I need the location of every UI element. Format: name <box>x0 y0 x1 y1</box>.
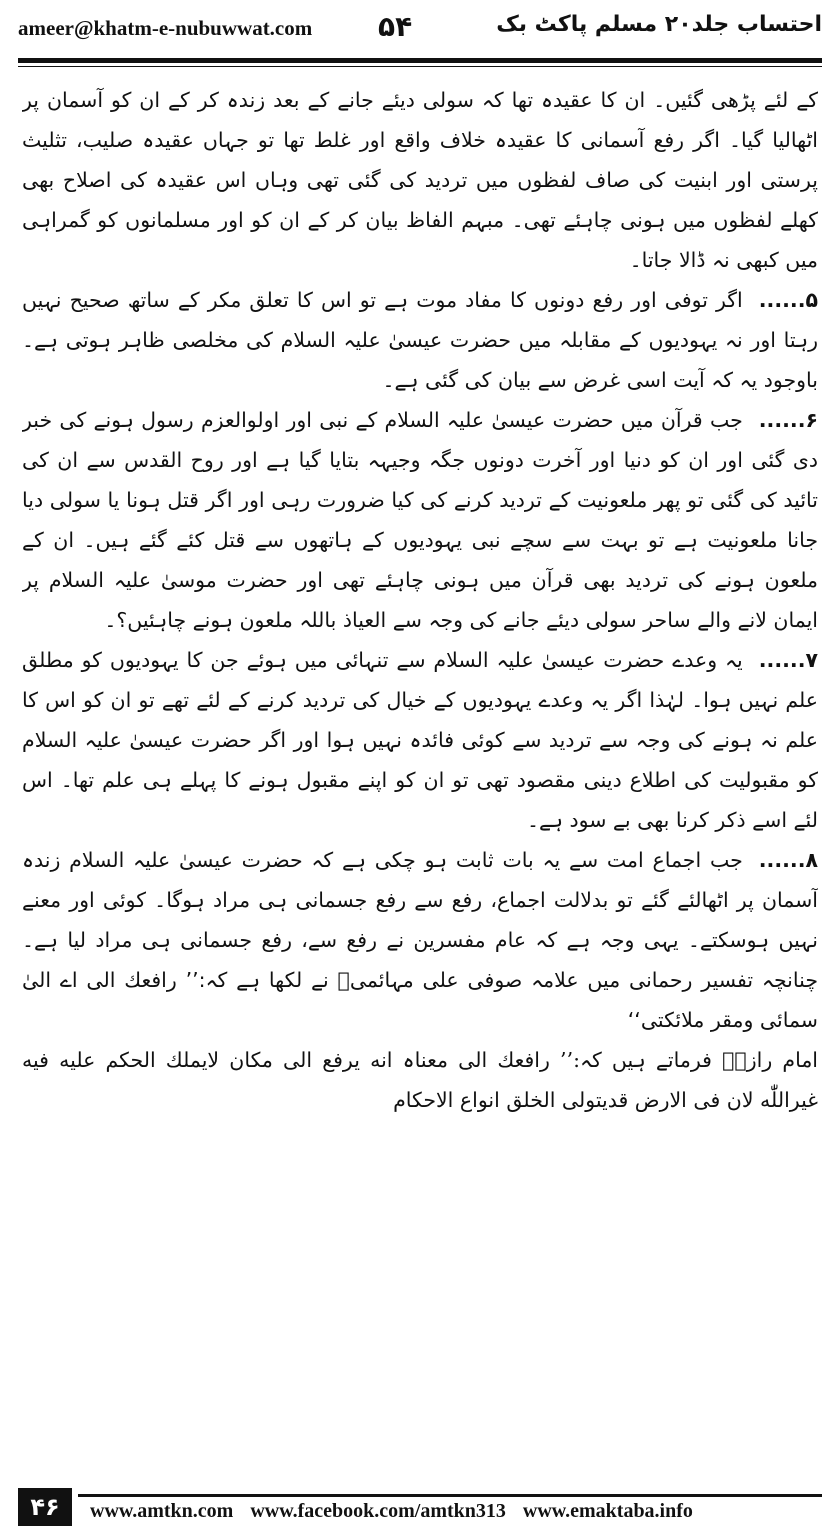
paragraph-point-6 <box>22 400 818 640</box>
footer-links <box>90 1500 822 1523</box>
header-rule-thin <box>18 66 822 67</box>
paragraph-point-7 <box>22 640 818 840</box>
footer-link-facebook[interactable]: www.facebook.com/amtkn313 <box>250 1500 506 1522</box>
paragraph-text: کے لئے پڑھی گئیں۔ ان کا عقیدہ تھا کہ سولی دیئے جانے کے بعد زندہ کر کے ان کو آسمان پر اٹھالیا گیا۔ اگر رفع آسمانی کا عقیدہ خلاف واقع اور غلط تھا تو جہاں عقیدہ صلیب، تثلیث پرستی اور ابنیت کی صاف لفظوں میں تردید کی گئی تھی وہاں اس عقیدہ کی اصلاح بھی کھلے لفظوں میں ہونی چاہئے تھی۔ مبہم الفاظ بیان کر کے ان کو اور مسلمانوں کو گمراہی میں کبھی نہ ڈالا جاتا۔ <box>22 88 818 272</box>
header-rule-thick <box>18 58 822 63</box>
paragraph-text: جب اجماع امت سے یہ بات ثابت ہو چکی ہے کہ حضرت عیسیٰ علیہ السلام زندہ آسمان پر اٹھالئے گئے تو بدلالت اجماع، رفع سے رفع جسمانی ہی مراد ہوگا۔ کوئی اور معنے نہیں ہوسکتے۔ یہی وجہ ہے کہ عام مفسرین نے رفع سے، رفع جسمانی ہی مراد لیا ہے۔ چنانچہ تفسیر رحمانی میں علامہ صوفی علی مہائمیؒ نے لکھا ہے کہ:’’ رافعك الی اے الیٰ سمائی ومقر ملائکتی‘‘ <box>22 848 818 1032</box>
page-footer <box>18 1488 822 1530</box>
paragraph-text: امام رازیؒ فرماتے ہیں کہ:’’ رافعك الی معناہ انه یرفع الی مكان لایملك الحكم علیه فیه غیراللّٰه لان فی الارض قدیتولی الخلق انواع الاحكام <box>22 1048 818 1112</box>
header-page-number: ۵۴ <box>378 10 413 43</box>
footer-link-amtkn[interactable]: www.amtkn.com <box>90 1500 234 1522</box>
footer-link-emaktaba[interactable]: www.emaktaba.info <box>522 1500 693 1522</box>
paragraph-point-8 <box>22 840 818 1040</box>
page-header <box>18 10 822 54</box>
paragraph-number: ۷...... <box>758 648 818 672</box>
paragraph-text: یہ وعدے حضرت عیسیٰ علیہ السلام سے تنہائی میں ہوئے جن کا یہودیوں کو مطلق علم نہیں ہوا۔ لہٰذا اگر یہ وعدے یہودیوں کے خیال کی تردید کرنے کے لئے تھے تو ان کو اس کا علم نہ ہونے کی وجہ سے تردید سے کوئی فائدہ نہیں ہوا اور اگر حضرت عیسیٰ علیہ السلام کو مقبولیت کی اطلاع دینی مقصود تھی تو ان کو اپنے مقبول ہونے کا پہلے ہی علم تھا۔ اس لئے اسے ذکر کرنا بھی بے سود ہے۔ <box>22 648 818 832</box>
paragraph-number: ۵...... <box>758 288 818 312</box>
paragraph-text: جب قرآن میں حضرت عیسیٰ علیہ السلام کے نبی اور اولوالعزم رسول ہونے کی خبر دی گئی اور ان کو دنیا اور آخرت دونوں جگہ وجیہہ بتایا گیا ہے اور روح القدس سے ان کی تائید کی گئی تو پھر ملعونیت کے تردید کرنے کی کیا ضرورت رہی اور اگر قتل ہونا یا سولی دیا جانا ملعونیت ہے تو بہت سے سچے نبی یہودیوں کے ہاتھوں سے قتل کئے گئے ہیں۔ ان کے ملعون ہونے کی تردید بھی قرآن میں ہونی چاہئے تھی اور حضرت موسیٰ علیہ السلام پر ایمان لانے والے ساحر سولی دیئے جانے کی وجہ سے العیاذ باللہ ملعون ہونے چاہئیں؟۔ <box>22 408 818 632</box>
paragraph-razi-quote <box>22 1040 818 1120</box>
page-body <box>22 80 818 1460</box>
paragraph-point-5 <box>22 280 818 400</box>
header-email: ameer@khatm-e-nubuwwat.com <box>18 16 313 40</box>
footer-page-number: ۴۶ <box>18 1488 72 1526</box>
paragraph-number: ۸...... <box>758 848 818 872</box>
paragraph-intro <box>22 80 818 280</box>
footer-rule <box>78 1494 822 1497</box>
paragraph-number: ۶...... <box>758 408 818 432</box>
paragraph-text: اگر توفی اور رفع دونوں کا مفاد موت ہے تو اس کا تعلق مکر کے ساتھ صحیح نہیں رہتا اور نہ یہودیوں کے مقابلہ میں حضرت عیسیٰ علیہ السلام کی مخلصی ظاہر ہوتی ہے۔ باوجود یہ کہ آیت اسی غرض سے بیان کی گئی ہے۔ <box>22 288 818 392</box>
header-book-title: احتساب جلد۲۰ مسلم پاکٹ بک <box>496 12 822 37</box>
